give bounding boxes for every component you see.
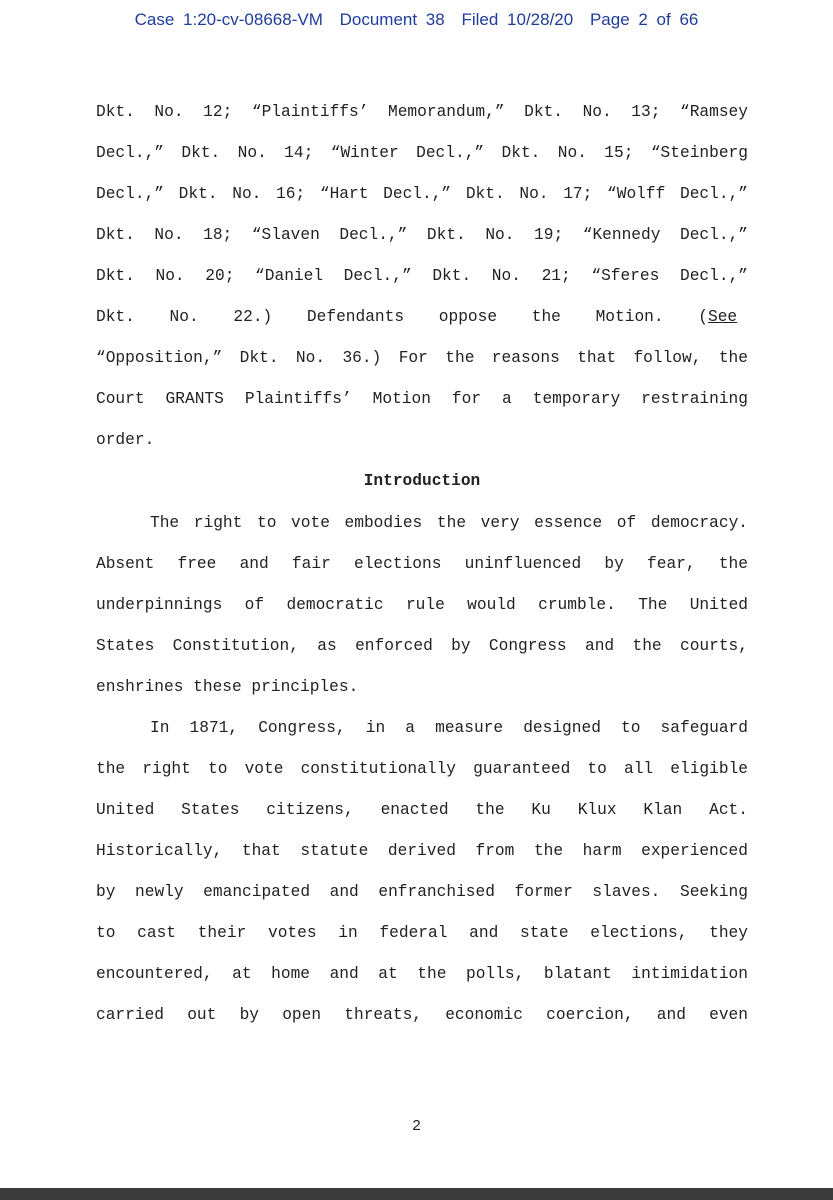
- text-line: Dkt. No. 20; “Daniel Decl.,” Dkt. No. 21; “Sferes Decl.,”: [96, 267, 748, 285]
- text-line: In 1871, Congress, in a measure designed to safeguard: [150, 719, 748, 737]
- text-line: order.: [96, 431, 155, 449]
- text-line: encountered, at home and at the polls, blatant intimidation: [96, 965, 748, 983]
- text-line: Decl.,” Dkt. No. 16; “Hart Decl.,” Dkt. No. 17; “Wolff Decl.,”: [96, 185, 748, 203]
- document-number: Document 38: [339, 10, 445, 29]
- text-line: The right to vote embodies the very essence of democracy.: [150, 514, 748, 532]
- text-line: carried out by open threats, economic coercion, and even: [96, 1006, 748, 1024]
- page-number: 2: [412, 1117, 421, 1134]
- text-line: by newly emancipated and enfranchised former slaves. Seeking: [96, 883, 748, 901]
- text-line: to cast their votes in federal and state elections, they: [96, 924, 748, 942]
- section-heading: Introduction: [363, 472, 481, 490]
- case-header: [0, 10, 833, 30]
- text-line: United States citizens, enacted the Ku Klux Klan Act.: [96, 801, 748, 819]
- text-line: underpinnings of democratic rule would crumble. The United: [96, 596, 748, 614]
- text-line: “Opposition,” Dkt. No. 36.) For the reasons that follow, the: [96, 349, 748, 367]
- viewer-bottom-bar: [0, 1188, 833, 1200]
- text-line: States Constitution, as enforced by Congress and the courts,: [96, 637, 748, 655]
- see-citation: See: [708, 308, 738, 326]
- text-line: Historically, that statute derived from the harm experienced: [96, 842, 748, 860]
- filed-date: Filed 10/28/20: [461, 10, 574, 29]
- text-line: [96, 308, 748, 326]
- text-segment: Dkt. No. 22.) Defendants oppose the Motion. (: [96, 308, 708, 326]
- case-number: Case 1:20-cv-08668-VM: [134, 10, 323, 29]
- text-line: Decl.,” Dkt. No. 14; “Winter Decl.,” Dkt. No. 15; “Steinberg: [96, 144, 748, 162]
- text-line: the right to vote constitutionally guaranteed to all eligible: [96, 760, 748, 778]
- text-line: enshrines these principles.: [96, 678, 359, 696]
- page-indicator: Page 2 of 66: [589, 10, 699, 29]
- text-line: Dkt. No. 12; “Plaintiffs’ Memorandum,” Dkt. No. 13; “Ramsey: [96, 103, 748, 121]
- text-line: Court GRANTS Plaintiffs’ Motion for a temporary restraining: [96, 390, 748, 408]
- text-line: Absent free and fair elections uninfluenced by fear, the: [96, 555, 748, 573]
- text-line: Dkt. No. 18; “Slaven Decl.,” Dkt. No. 19; “Kennedy Decl.,”: [96, 226, 748, 244]
